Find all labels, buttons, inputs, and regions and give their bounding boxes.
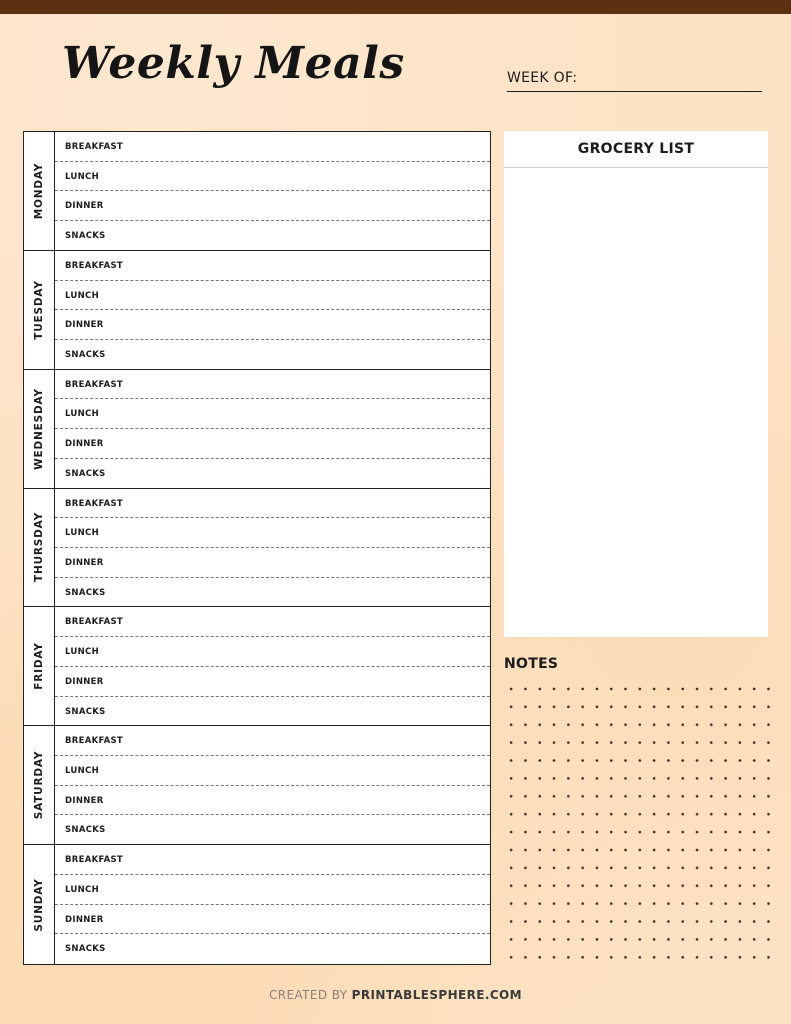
day-label: SATURDAY [33,750,45,820]
meal-label: SNACKS [65,349,106,360]
meal-label: SNACKS [65,587,106,598]
meal-label: DINNER [65,439,104,450]
meal-row-dinner[interactable] [55,548,490,578]
meal-label: LUNCH [65,528,99,539]
meal-label: BREAKFAST [65,617,124,628]
meal-row-snacks[interactable] [55,340,490,370]
day-block-wednesday [24,370,490,489]
meal-label: LUNCH [65,647,99,658]
day-label: TUESDAY [33,280,45,340]
meal-label: SNACKS [65,944,106,955]
meal-row-lunch[interactable] [55,875,490,905]
meal-label: SNACKS [65,706,106,717]
notes-title: NOTES [504,656,559,672]
footer [0,988,791,1002]
day-block-thursday [24,489,490,608]
day-label: SUNDAY [33,878,45,932]
meal-row-lunch[interactable] [55,281,490,311]
day-label: MONDAY [33,162,45,220]
meal-row-dinner[interactable] [55,191,490,221]
day-label-column [24,489,55,607]
meal-label: BREAKFAST [65,142,124,152]
week-of-field[interactable] [507,91,762,92]
page-title: Weekly Meals [62,38,405,89]
meal-label: LUNCH [65,884,99,895]
meal-row-dinner[interactable] [55,667,490,697]
meal-row-snacks[interactable] [55,934,490,964]
meal-label: SNACKS [65,231,106,242]
meal-label: SNACKS [65,825,106,836]
meal-label: BREAKFAST [65,379,124,390]
meal-row-breakfast[interactable] [55,489,490,519]
meal-row-breakfast[interactable] [55,607,490,637]
day-label-column [24,251,55,369]
footer-prefix: CREATED BY [269,988,348,1002]
meal-label: BREAKFAST [65,855,124,866]
meal-row-breakfast[interactable] [55,132,490,162]
meal-row-snacks[interactable] [55,815,490,845]
notes-dot-grid[interactable] [504,680,772,965]
meal-label: DINNER [65,320,104,331]
meal-row-lunch[interactable] [55,756,490,786]
meal-label: DINNER [65,676,104,687]
day-label: THURSDAY [33,512,45,583]
day-block-tuesday [24,251,490,370]
meal-label: BREAKFAST [65,498,124,509]
meal-row-breakfast[interactable] [55,845,490,875]
day-label: FRIDAY [33,642,45,691]
meal-row-breakfast[interactable] [55,251,490,281]
day-label-column [24,132,55,250]
meal-label: DINNER [65,795,104,806]
meal-row-dinner[interactable] [55,310,490,340]
footer-brand: PRINTABLESPHERE.COM [351,988,522,1002]
day-block-friday [24,607,490,726]
meal-row-breakfast[interactable] [55,726,490,756]
meal-row-snacks[interactable] [55,697,490,727]
top-bar [0,0,791,14]
meal-row-lunch[interactable] [55,637,490,667]
day-label: WEDNESDAY [33,387,45,470]
meal-row-snacks[interactable] [55,459,490,489]
weekly-planner-table [23,131,491,965]
day-label-column [24,726,55,844]
day-block-sunday [24,845,490,964]
meal-row-dinner[interactable] [55,905,490,935]
day-label-column [24,607,55,725]
grocery-list-panel[interactable] [504,131,768,637]
meal-label: LUNCH [65,290,99,301]
meal-label: DINNER [65,557,104,568]
meal-row-lunch[interactable] [55,399,490,429]
meal-row-snacks[interactable] [55,221,490,251]
day-block-saturday [24,726,490,845]
day-label-column [24,370,55,488]
week-of-label: WEEK OF: [507,70,578,86]
meal-row-breakfast[interactable] [55,370,490,400]
meal-row-lunch[interactable] [55,518,490,548]
meal-label: SNACKS [65,468,106,479]
meal-label: DINNER [65,914,104,925]
meal-label: LUNCH [65,171,99,182]
meal-row-lunch[interactable] [55,162,490,192]
day-label-column [24,845,55,964]
meal-label: BREAKFAST [65,260,124,271]
meal-label: LUNCH [65,409,99,420]
meal-label: LUNCH [65,765,99,776]
grocery-list-title: GROCERY LIST [577,141,695,157]
meal-row-dinner[interactable] [55,786,490,816]
meal-row-dinner[interactable] [55,429,490,459]
meal-label: DINNER [65,201,104,212]
day-block-monday [24,132,490,251]
meal-label: BREAKFAST [65,736,124,747]
grocery-list-divider [504,167,768,168]
meal-row-snacks[interactable] [55,578,490,608]
